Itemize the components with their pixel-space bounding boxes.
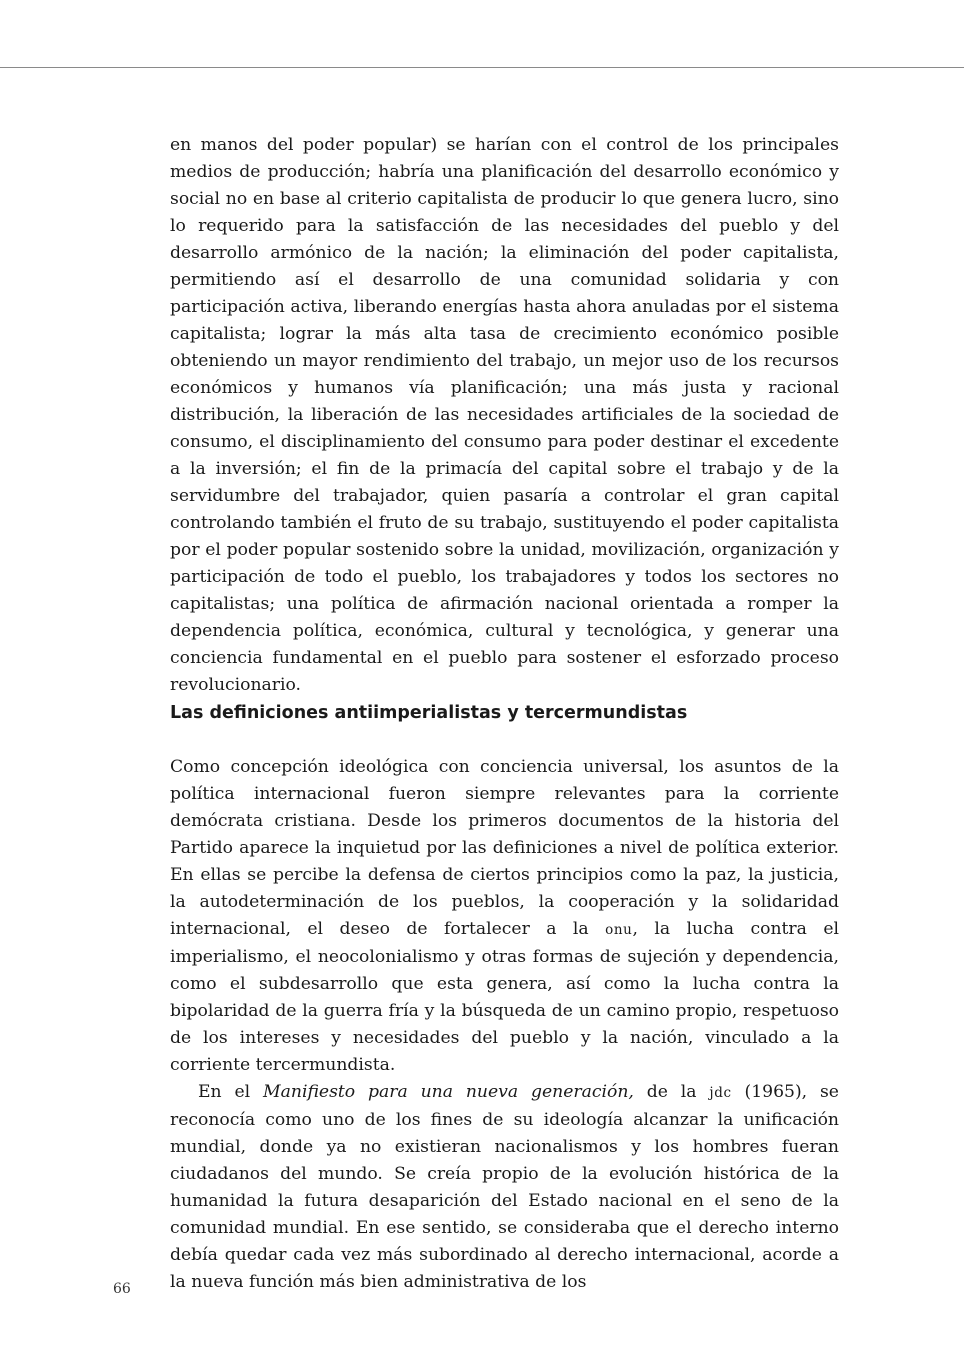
paragraph-3-mid: de la: [633, 1082, 710, 1102]
manifesto-title: Manifiesto para una nueva generación,: [263, 1082, 634, 1102]
paragraph-3-lead: En el: [198, 1082, 264, 1102]
paragraph-2-part-2: , la lucha contra el imperialismo, el neocolonialismo y otras formas de sujeción y dependencia, como el subdesarrollo que esta genera, así como la lucha contra la bipolaridad de la guerra fría y la búsqueda de un camino propio, respetuoso de los intereses y necesidades del pueblo y la nación, vinculado a la corriente tercermundista.: [170, 919, 839, 1075]
section-heading: Las definiciones antiimperialistas y tercermundistas: [170, 703, 688, 723]
paragraph-international-policy: [170, 754, 839, 1079]
abbr-onu: onu: [605, 922, 633, 938]
paragraph-3-rest: (1965), se reconocía como uno de los fines de su ideología alcanzar la unificación mundial, donde ya no existieran nacionalismos y los hombres fueran ciudadanos del mundo. Se creía propio de la evolución histórica de la humanidad la futura desaparición del Estado nacional en el seno de la comunidad mundial. En ese sentido, se consideraba que el derecho interno debía quedar cada vez más subordinado al derecho internacional, acorde a la nueva función más bien administrativa de los: [170, 1082, 839, 1292]
abbr-jdc: jdc: [709, 1085, 732, 1101]
header-rule: [0, 67, 964, 68]
body-text-top: [170, 132, 839, 699]
body-text-section: [170, 754, 839, 1296]
paragraph-2-part-1: Como concepción ideológica con conciencia universal, los asuntos de la política internacional fueron siempre relevantes para la corriente demócrata cristiana. Desde los primeros documentos de la historia del Partido aparece la inquietud por las definiciones a nivel de política exterior. En ellas se percibe la defensa de ciertos principios como la paz, la justicia, la autodeterminación de los pueblos, la cooperación y la solidaridad internacional, el deseo de fortalecer a la: [170, 757, 839, 939]
page-number: 66: [113, 1281, 131, 1297]
paragraph-continuation: en manos del poder popular) se harían con el control de los principales medios de producción; habría una planificación del desarrollo económico y social no en base al criterio capitalista de producir lo que genera lucro, sino lo requerido para la satisfacción de las necesidades del pueblo y del desarrollo armónico de la nación; la eliminación del poder capitalista, permitiendo así el desarrollo de una comunidad solidaria y con participación activa, liberando energías hasta ahora anuladas por el sistema capitalista; lograr la más alta tasa de crecimiento económico posible obteniendo un mayor rendimiento del trabajo, un mejor uso de los recursos económicos y humanos vía planificación; una más justa y racional distribución, la liberación de las necesidades artificiales de la sociedad de consumo, el disciplinamiento del consumo para poder destinar el excedente a la inversión; el fin de la primacía del capital sobre el trabajo y de la servidumbre del trabajador, quien pasaría a controlar el gran capital controlando también el fruto de su trabajo, sustituyendo el poder capitalista por el poder popular sostenido sobre la unidad, movilización, organización y participación de todo el pueblo, los trabajadores y todos los sectores no capitalistas; una política de afirmación nacional orientada a romper la dependencia política, económica, cultural y tecnológica, y generar una conciencia fundamental en el pueblo para sostener el esforzado proceso revolucionario.: [170, 135, 839, 695]
paragraph-manifesto: [170, 1079, 839, 1296]
